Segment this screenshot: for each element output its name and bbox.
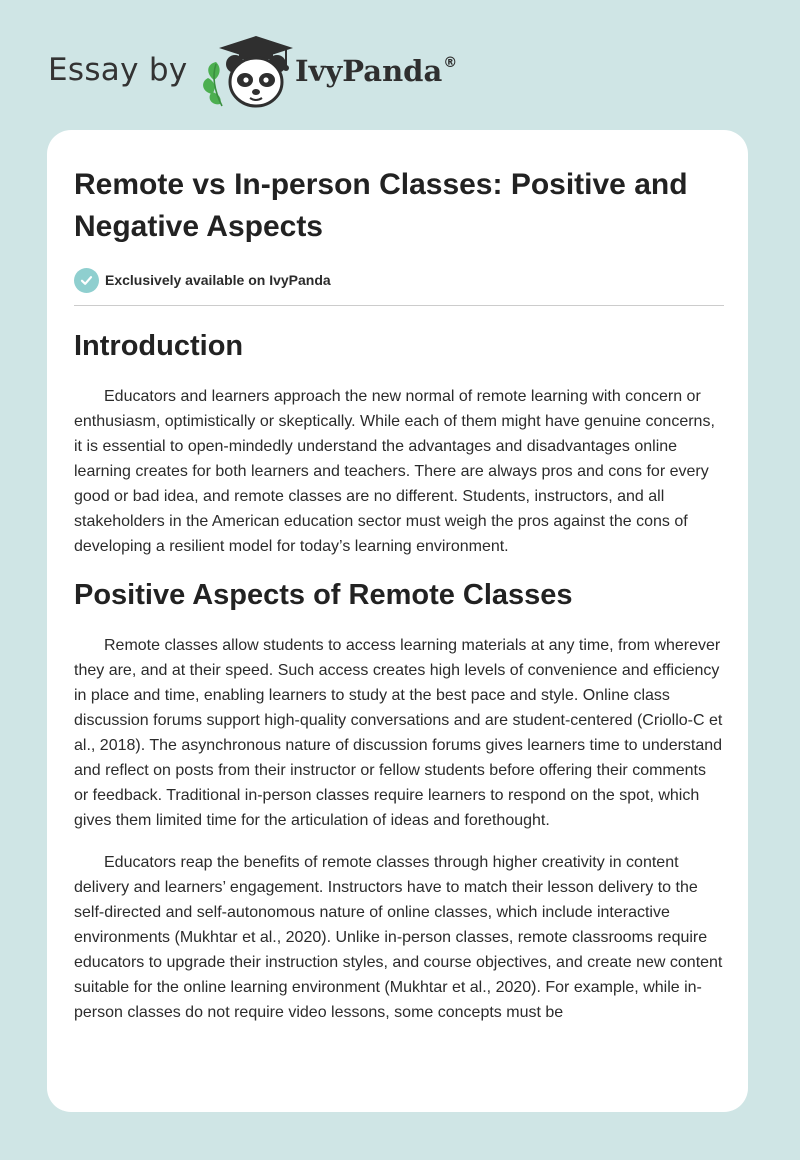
exclusive-badge [74,267,724,293]
exclusive-label: Exclusively available on IvyPanda [105,272,331,288]
paragraph: Educators reap the benefits of remote classes through higher creativity in content delivery and learners’ engagement. Instructors have to match their lesson delivery to the self-directed and self-autonomous nature of online classes, which include interactive environments (Mukhtar et al., 2020). Unlike in-person classes, remote classrooms require educators to upgrade their instruction styles, and course objectives, and create new content suitable for the online learning environment (Mukhtar et al., 2020). For example, while in-person classes do not require video lessons, some concepts must be [74,854,723,1021]
essay-by-label: Essay by [48,52,188,88]
site-header [48,30,508,110]
article-title: Remote vs In-person Classes: Positive and Negative Aspects [74,168,688,243]
paragraph: Remote classes allow students to access learning materials at any time, from wherever they are, and at their speed. Such access creates high levels of convenience and efficiency in place and time, enabling learners to study at the best pace and style. Online class discussion forums support high-quality conversations and are student-centered (Criollo-C et al., 2018). The asynchronous nature of discussion forums gives learners time to understand and reflect on posts from their instructor or fellow students before offering their comments or feedback. Traditional in-person classes require learners to respond on the spot, which gives them limited time for the articulation of ideas and forethought. [74,637,723,829]
paragraph: Educators and learners approach the new normal of remote learning with concern or enthusiasm, optimistically or skeptically. While each of them might have genuine concerns, it is essential to open-mindedly understand the advantages and disadvantages online learning creates for both learners and teachers. There are always pros and cons for every good or bad idea, and remote classes are no different. Students, instructors, and all stakeholders in the American education sector must weigh the pros against the cons of developing a resilient model for today’s learning environment. [74,388,715,555]
panda-graduate-icon[interactable] [200,34,295,110]
section-heading-positive-aspects: Positive Aspects of Remote Classes [74,579,573,611]
section-heading-introduction: Introduction [74,330,244,362]
article-card [47,130,748,1112]
article-content [74,164,724,1025]
registered-mark: ® [443,55,458,71]
brand-name-text: IvyPanda [295,54,443,88]
divider [74,305,724,306]
brand-name[interactable] [295,54,457,88]
check-circle-icon [74,268,99,293]
